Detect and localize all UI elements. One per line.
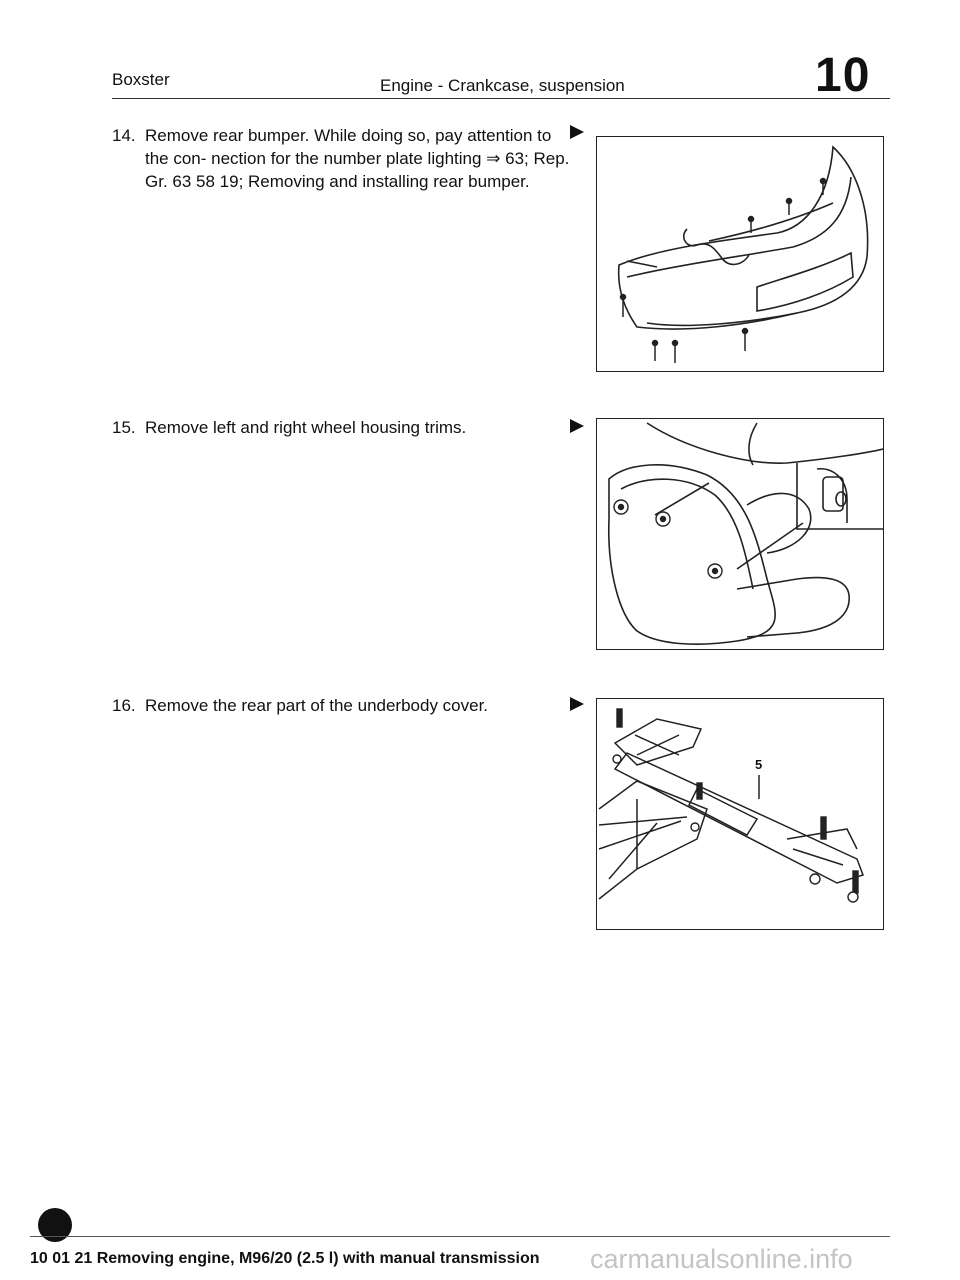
step-text: Remove the rear part of the underbody cover. [145,696,489,715]
step-16 [112,694,572,718]
header-chapter: Engine - Crankcase, suspension [380,76,625,95]
header-model: Boxster [112,70,170,89]
callout-5: 5 [755,757,763,772]
step-text: Remove rear bumper. While doing so, pay attention to the con- nection for the number plate lighting ⇒ 63; Rep. Gr. 63 58 19; Removing and installing rear bumper. [145,126,570,191]
figure-rear-bumper [596,136,884,372]
step-number: 15. [112,418,136,437]
watermark: carmanualsonline.info [590,1244,853,1274]
arrow-right-icon [570,419,584,433]
step-number: 14. [112,126,136,145]
figure-wheel-housing-trim [596,418,884,650]
rear-bumper-illustration [597,137,883,371]
step-14 [112,124,572,196]
header-rule [112,98,890,99]
arrow-right-icon [570,697,584,711]
wheel-housing-trim-illustration [597,419,883,649]
step-text: Remove left and right wheel housing trims. [145,418,467,437]
step-number: 16. [112,696,136,715]
step-15 [112,416,572,440]
footer-text: 10 01 21 Removing engine, M96/20 (2.5 l) with manual transmission [30,1250,540,1267]
header-section-number: 10 [815,49,871,102]
figure-underbody-cover [596,698,884,930]
underbody-cover-illustration [597,699,883,929]
footer-rule [30,1236,890,1237]
arrow-right-icon [570,125,584,139]
